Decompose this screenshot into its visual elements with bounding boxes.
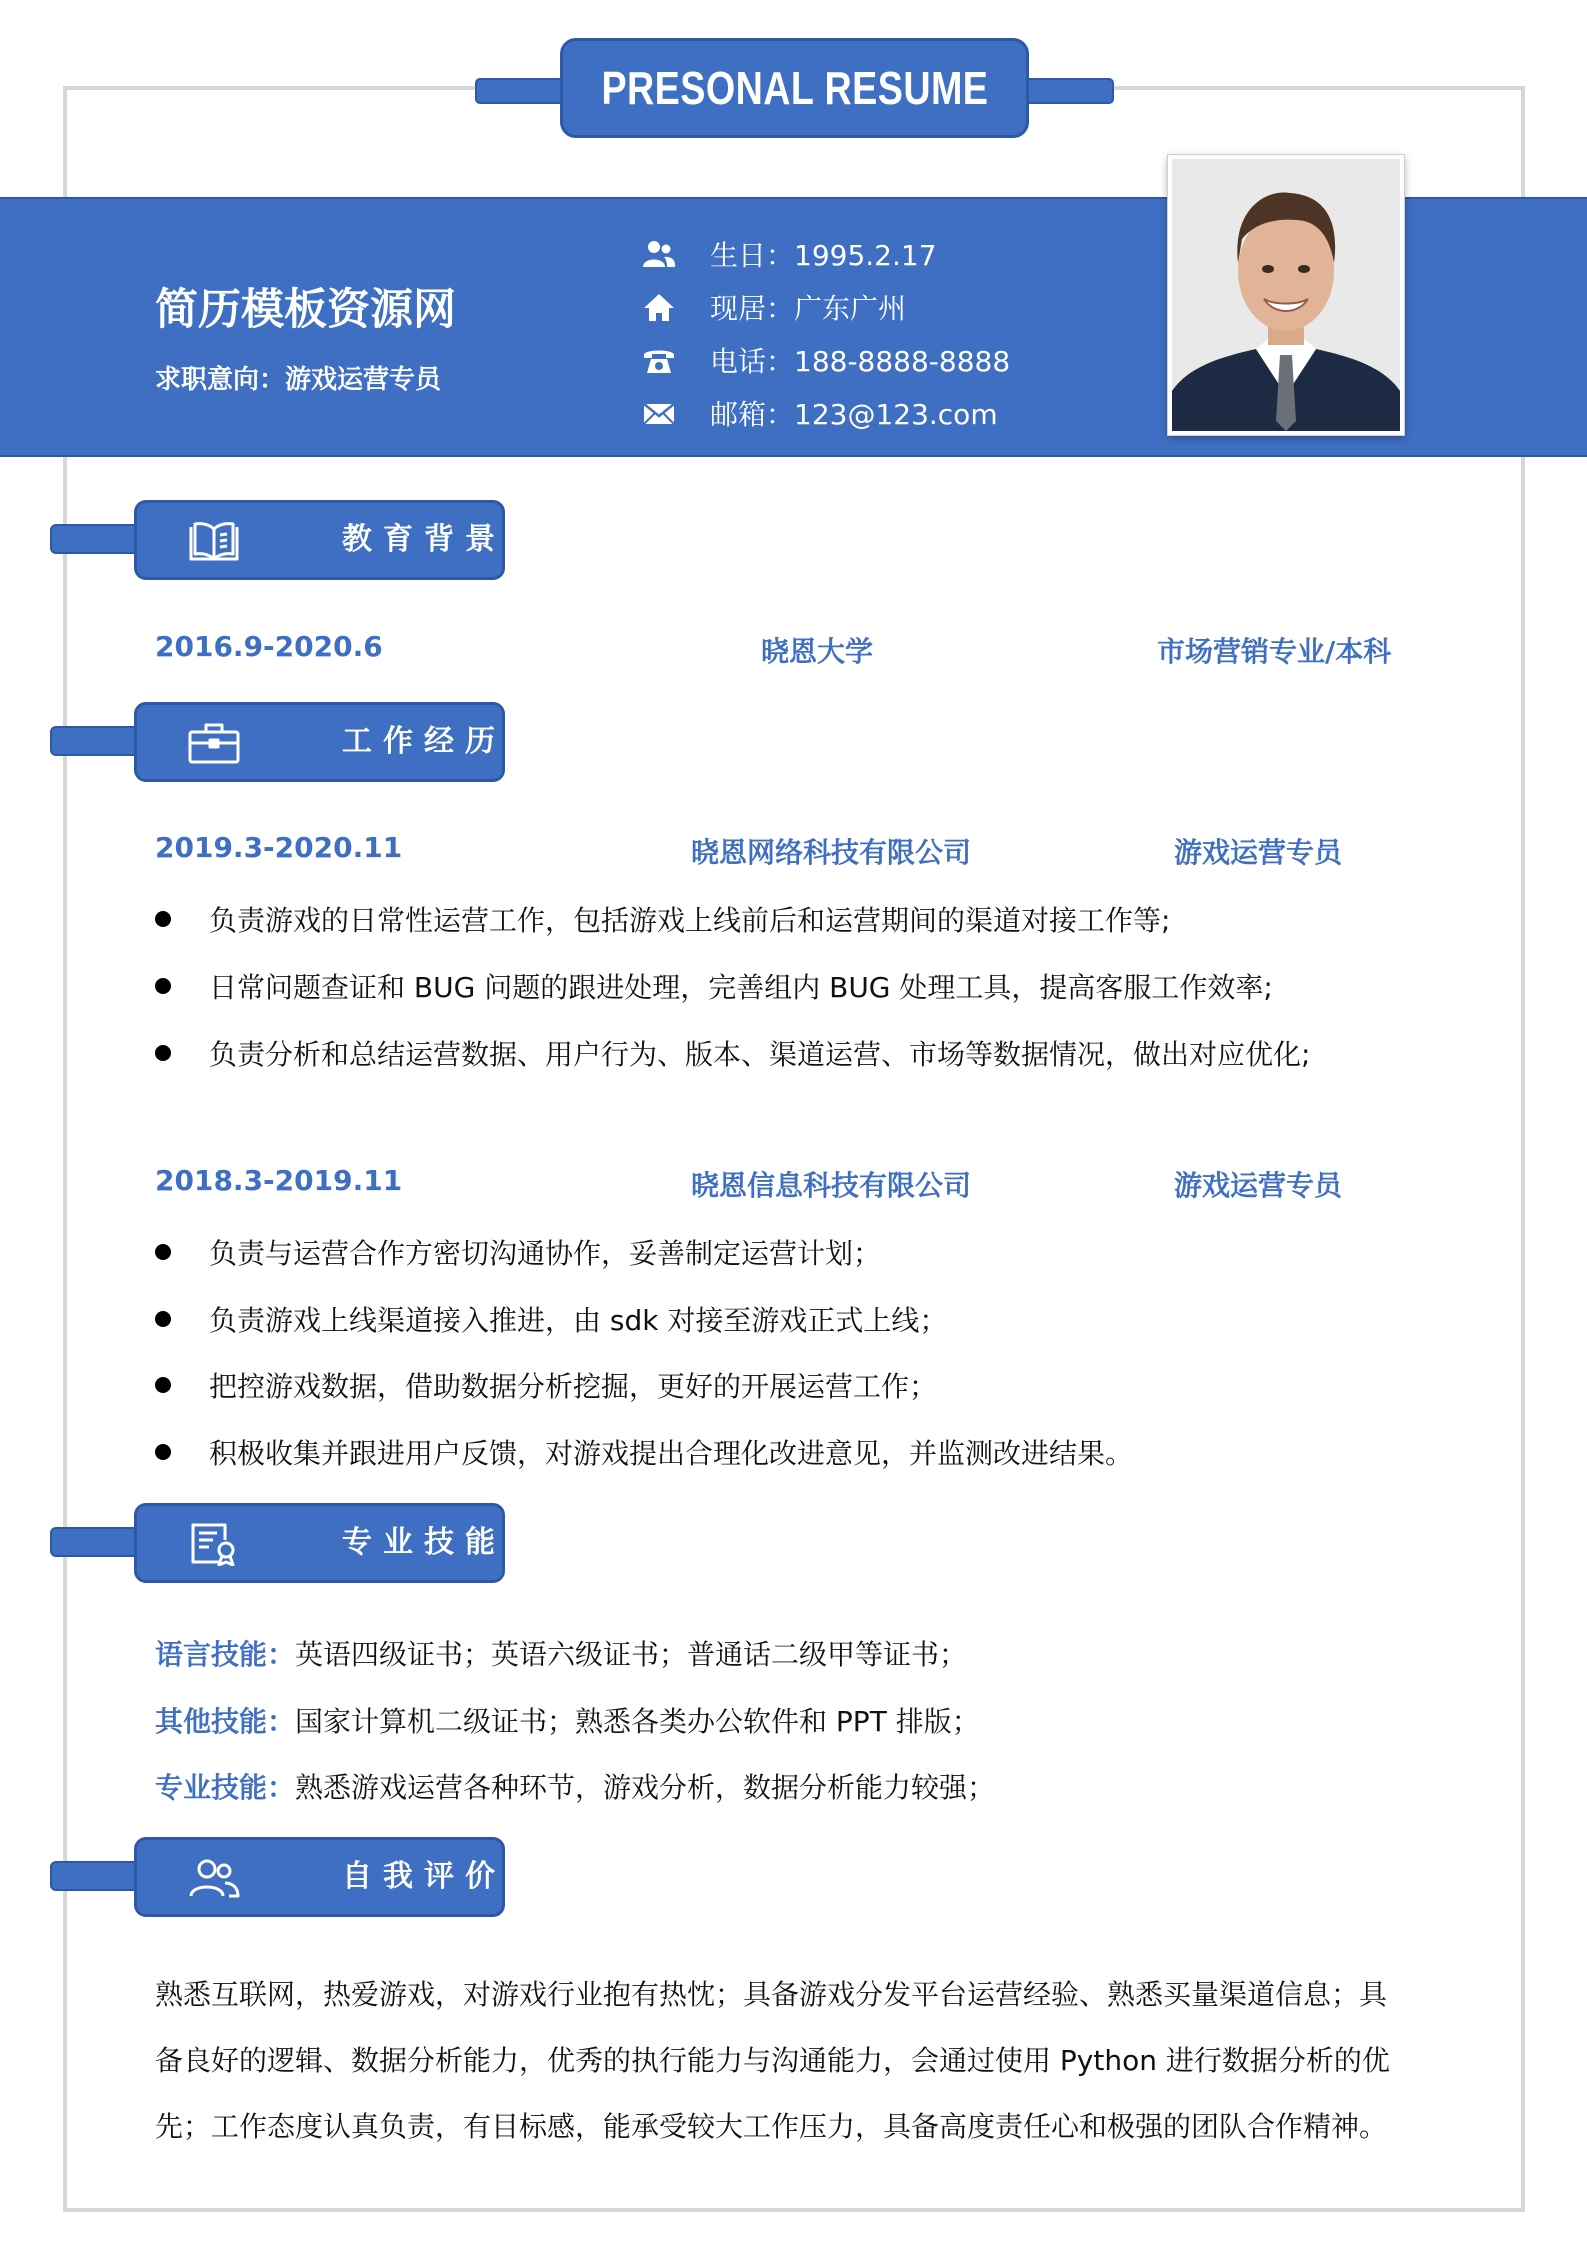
list-item-text: 日常问题查证和 BUG 问题的跟进处理，完善组内 BUG 处理工具，提高客服工作效率; — [209, 971, 1273, 1004]
list-item-text: 负责分析和总结运营数据、用户行为、版本、渠道运营、市场等数据情况，做出对应优化; — [209, 1038, 1311, 1071]
section-tab — [134, 702, 505, 782]
bullet-dot — [155, 1377, 171, 1393]
section-title: 工作经历 — [342, 724, 506, 759]
candidate-name: 简历模板资源网 — [155, 285, 456, 335]
job-period: 2019.3-2020.11 — [155, 831, 403, 864]
bullet-dot — [155, 1444, 171, 1460]
bullet-dot — [155, 1244, 171, 1260]
resume-title: PRESONAL RESUME — [601, 62, 988, 114]
certificate-icon — [187, 1522, 241, 1566]
skill-label: 语言技能： — [155, 1638, 296, 1671]
education-major: 市场营销专业/本科 — [1157, 635, 1392, 668]
list-item-text: 负责与运营合作方密切沟通协作，妥善制定运营计划； — [209, 1237, 882, 1270]
info-text: 生日：1995.2.17 — [710, 239, 937, 272]
skill-label: 专业技能： — [155, 1771, 296, 1804]
list-item-text: 负责游戏的日常性运营工作，包括游戏上线前后和运营期间的渠道对接工作等; — [209, 904, 1171, 937]
education-school: 晓恩大学 — [761, 635, 874, 668]
info-birthday — [640, 234, 937, 274]
home-icon — [640, 289, 678, 325]
section-title: 教育背景 — [342, 522, 506, 557]
list-item — [155, 1033, 1310, 1073]
profile-photo — [1168, 155, 1404, 435]
job-company: 晓恩网络科技有限公司 — [691, 836, 972, 869]
info-phone — [640, 340, 1010, 380]
skill-text: 国家计算机二级证书；熟悉各类办公软件和 PPT 排版； — [295, 1705, 980, 1738]
book-icon — [187, 519, 241, 563]
list-item — [155, 1432, 1133, 1472]
info-residence — [640, 287, 906, 327]
skill-text: 英语四级证书；英语六级证书；普通话二级甲等证书； — [295, 1638, 968, 1671]
job-company: 晓恩信息科技有限公司 — [691, 1169, 972, 1202]
skill-row — [155, 1700, 980, 1740]
info-email — [640, 393, 998, 433]
title-tab — [560, 38, 1029, 138]
self-evaluation-line: 熟悉互联网，热爱游戏，对游戏行业抱有热忱；具备游戏分发平台运营经验、熟悉买量渠道信息；具 — [155, 1978, 1388, 2011]
section-self-header — [50, 1837, 505, 1917]
skill-label: 其他技能： — [155, 1705, 296, 1738]
self-evaluation-line: 先；工作态度认真负责，有目标感，能承受较大工作压力，具备高度责任心和极强的团队合作精神。 — [155, 2110, 1388, 2143]
self-evaluation — [155, 1962, 1455, 2160]
section-tab — [134, 500, 505, 580]
section-education-header — [50, 500, 505, 580]
list-item-text: 负责游戏上线渠道接入推进，由 sdk 对接至游戏正式上线； — [209, 1304, 948, 1337]
info-text: 邮箱：123@123.com — [710, 398, 998, 431]
skill-text: 熟悉游戏运营各种环节，游戏分析，数据分析能力较强； — [295, 1771, 996, 1804]
users-icon — [187, 1856, 241, 1900]
skill-row — [155, 1766, 995, 1806]
section-skills-header — [50, 1503, 505, 1583]
list-item — [155, 899, 1170, 939]
section-tab — [134, 1503, 505, 1583]
bullet-dot — [155, 978, 171, 994]
job-role: 游戏运营专员 — [1174, 1169, 1343, 1202]
info-text: 电话：188-8888-8888 — [710, 345, 1011, 378]
bullet-dot — [155, 911, 171, 927]
section-work-header — [50, 702, 505, 782]
bullet-dot — [155, 1045, 171, 1061]
job-intent: 求职意向：游戏运营专员 — [155, 365, 442, 395]
education-period: 2016.9-2020.6 — [155, 630, 383, 663]
briefcase-icon — [187, 721, 241, 765]
list-item — [155, 1232, 881, 1272]
self-evaluation-line: 备良好的逻辑、数据分析能力，优秀的执行能力与沟通能力，会通过使用 Python 进行数据分析的优 — [155, 2044, 1390, 2077]
list-item-text: 积极收集并跟进用户反馈，对游戏提出合理化改进意见，并监测改进结果。 — [209, 1437, 1134, 1470]
job-period: 2018.3-2019.11 — [155, 1164, 403, 1197]
section-title: 专业技能 — [342, 1525, 506, 1560]
section-tab — [134, 1837, 505, 1917]
list-item — [155, 1365, 937, 1405]
info-text: 现居：广东广州 — [710, 292, 907, 325]
phone-icon — [640, 342, 678, 378]
section-title: 自我评价 — [342, 1859, 506, 1894]
bullet-dot — [155, 1311, 171, 1327]
people-icon — [640, 236, 678, 272]
skill-row — [155, 1633, 967, 1673]
job-role: 游戏运营专员 — [1174, 836, 1343, 869]
list-item — [155, 966, 1273, 1006]
list-item-text: 把控游戏数据，借助数据分析挖掘，更好的开展运营工作； — [209, 1370, 938, 1403]
mail-icon — [640, 395, 678, 431]
list-item — [155, 1299, 947, 1339]
